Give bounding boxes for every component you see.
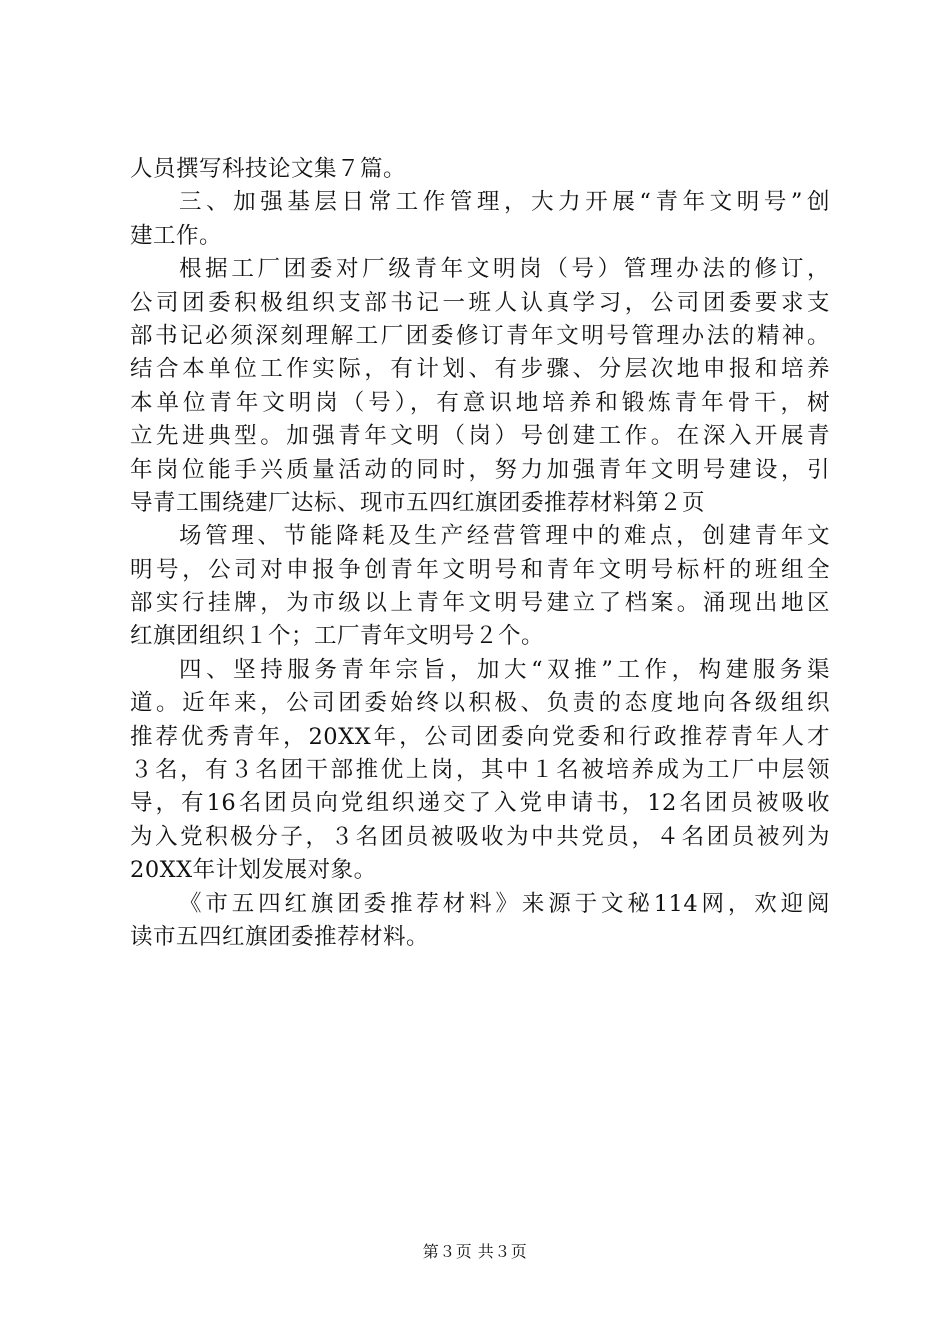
text-line: 《市五四红旗团委推荐材料》来源于文秘114网，欢迎阅 [179, 890, 830, 917]
text-line: 人员撰写科技论文集７篇。 [130, 156, 407, 182]
text-line: 20XX年计划发展对象。 [130, 857, 377, 884]
text-line: 部实行挂牌，为市级以上青年文明号建立了档案。涌现出地区 [130, 590, 830, 617]
text-line: 红旗团组织１个；工厂青年文明号２个。 [130, 623, 545, 650]
text-line: 本单位青年文明岗（号），有意识地培养和锻炼青年骨干，树 [130, 389, 830, 416]
text-line: 读市五四红旗团委推荐材料。 [130, 923, 430, 950]
text-line: 为入党积极分子，３名团员被吸收为中共党员，４名团员被列为 [130, 823, 830, 850]
page-footer: 第３页 共３页 [422, 1242, 528, 1261]
text-line: 道。近年来，公司团委始终以积极、负责的态度地向各级组织 [130, 690, 830, 717]
text-line: 导，有16名团员向党组织递交了入党申请书，12名团员被吸收 [130, 790, 830, 817]
text-line: 部书记必须深刻理解工厂团委修订青年文明号管理办法的精神。 [130, 322, 830, 349]
text-line: 建工作。 [130, 222, 223, 249]
text-line: 场管理、节能降耗及生产经营管理中的难点，创建青年文 [179, 523, 830, 550]
text-line: 导青工围绕建厂达标、现市五四红旗团委推荐材料第２页 [130, 489, 706, 516]
text-line: 根据工厂团委对厂级青年文明岗（号）管理办法的修订， [179, 256, 830, 283]
text-line: 三、加强基层日常工作管理，大力开展“青年文明号”创 [179, 189, 830, 216]
text-line: 明号，公司对申报争创青年文明号和青年文明号标杆的班组全 [130, 556, 830, 583]
text-line: 年岗位能手兴质量活动的同时，努力加强青年文明号建设，引 [130, 456, 830, 483]
document-body [130, 153, 830, 954]
text-line: 结合本单位工作实际，有计划、有步骤、分层次地申报和培养 [130, 356, 830, 383]
text-line: 立先进典型。加强青年文明（岗）号创建工作。在深入开展青 [130, 423, 830, 450]
text-line: 公司团委积极组织支部书记一班人认真学习，公司团委要求支 [130, 289, 830, 316]
text-line: 推荐优秀青年，20XX年，公司团委向党委和行政推荐青年人才 [130, 723, 830, 750]
text-line: 四、坚持服务青年宗旨，加大“双推”工作，构建服务渠 [179, 656, 830, 683]
text-line: ３名，有３名团干部推优上岗，其中１名被培养成为工厂中层领 [130, 757, 830, 784]
